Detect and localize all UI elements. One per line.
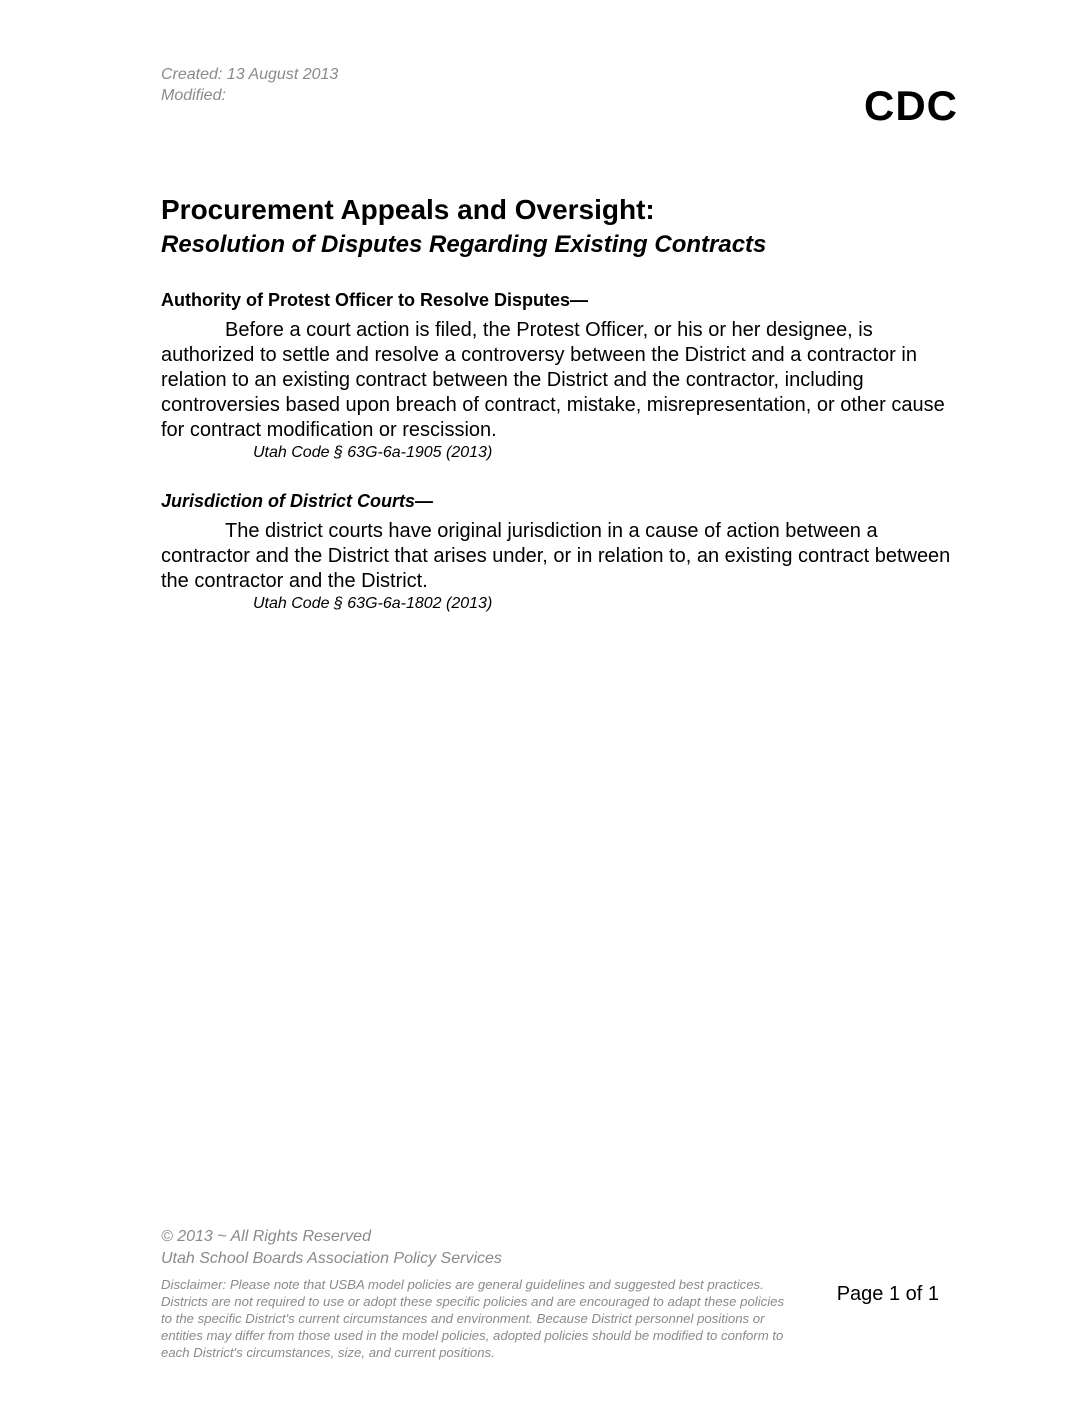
section-body: The district courts have original jurisdiction in a cause of action between a contractor and the District that arises under, or in relation to, an existing contract between the contractor and the District. — [161, 520, 951, 592]
footer-rights — [161, 1226, 502, 1270]
section-citation: Utah Code § 63G-6a-1802 (2013) — [253, 595, 493, 612]
section-heading: Jurisdiction of District Courts— — [161, 491, 434, 511]
section-authority — [161, 288, 951, 463]
modified-date: Modified: — [161, 87, 226, 104]
page-subtitle: Resolution of Disputes Regarding Existing Contracts — [161, 231, 767, 258]
disclaimer-text: Disclaimer: Please note that USBA model policies are general guidelines and suggested best practices. Districts are not required to use or adopt these specific policies and are encouraged to adapt these policies to the specific District's current circumstances and environment. Because District personnel positions or entities may differ from those used in the model policies, adopted policies should be modified to conform to each District's circumstances, size, and current positions. — [161, 1277, 785, 1360]
page-number: Page 1 of 1 — [836, 1283, 939, 1305]
section-citation: Utah Code § 63G-6a-1905 (2013) — [253, 444, 493, 461]
document-title-block — [161, 192, 961, 262]
created-date: Created: 13 August 2013 — [161, 66, 339, 83]
copyright-notice: © 2013 ~ All Rights Reserved — [161, 1228, 371, 1245]
section-body: Before a court action is filed, the Protest Officer, or his or her designee, is authorized to settle and resolve a controversy between the District and a contractor in relation to an existing contract between the District and the contractor, including controversies based upon breach of contract, mistake, misrepresentation, or other cause for contract modification or rescission. — [161, 319, 945, 441]
document-meta — [161, 64, 338, 106]
section-heading: Authority of Protest Officer to Resolve Disputes— — [161, 290, 589, 310]
organization-name: Utah School Boards Association Policy Services — [161, 1250, 502, 1267]
section-jurisdiction — [161, 489, 951, 614]
page-title: Procurement Appeals and Oversight: — [161, 194, 655, 225]
policy-code: CDC — [864, 82, 958, 129]
